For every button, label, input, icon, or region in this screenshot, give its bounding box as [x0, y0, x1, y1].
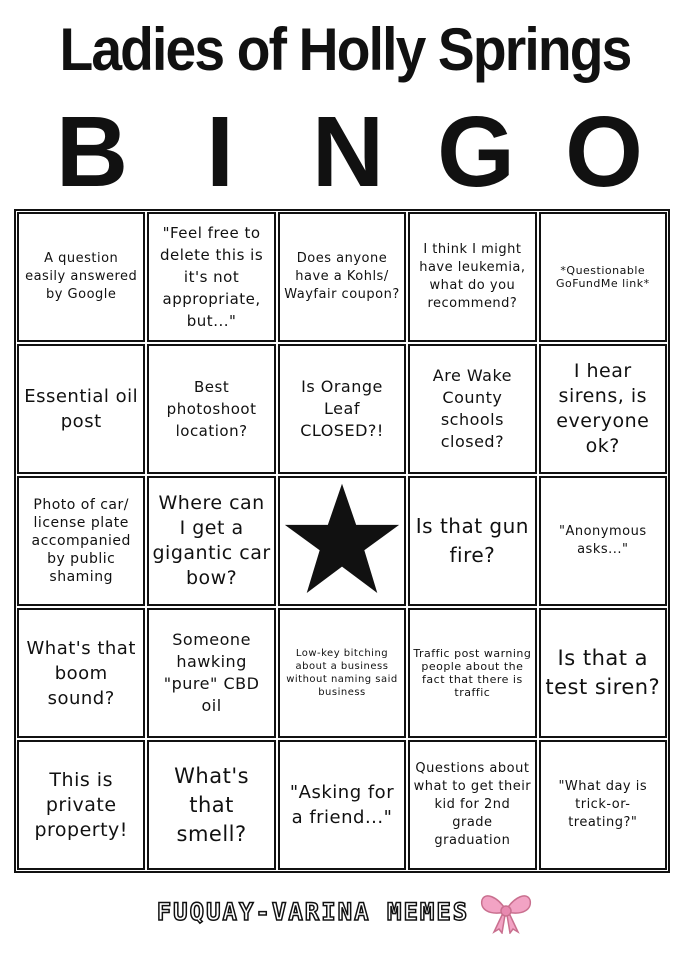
bingo-cell: Is that a test siren? — [539, 608, 667, 738]
bingo-cell: Traffic post warning people about the fact that there is traffic — [408, 608, 536, 738]
bingo-cell: *Questionable GoFundMe link* — [539, 212, 667, 342]
bingo-cell: What's that boom sound? — [17, 608, 145, 738]
bingo-letter-o: O — [565, 96, 643, 208]
footer — [0, 882, 690, 942]
bingo-cell: "Feel free to delete this is it's not appropriate, but..." — [147, 212, 275, 342]
bingo-header — [28, 98, 668, 206]
bingo-cell: Best photoshoot location? — [147, 344, 275, 474]
bingo-cell: "Asking for a friend..." — [278, 740, 406, 870]
bingo-letter-i: I — [206, 96, 234, 208]
pink-bow-icon — [479, 890, 533, 934]
footer-text: FUQUAY-VARINA MEMES — [156, 898, 470, 926]
bingo-letter-b: B — [55, 96, 129, 208]
bingo-cell: Is that gun fire? — [408, 476, 536, 606]
bingo-cell: Essential oil post — [17, 344, 145, 474]
bingo-cell: "What day is trick-or-treating?" — [539, 740, 667, 870]
free-space — [278, 476, 406, 606]
bingo-cell: Does anyone have a Kohls/ Wayfair coupon? — [278, 212, 406, 342]
bingo-cell: "Anonymous asks..." — [539, 476, 667, 606]
bingo-cell: Are Wake County schools closed? — [408, 344, 536, 474]
bingo-cell: Someone hawking "pure" CBD oil — [147, 608, 275, 738]
bingo-cell: What's that smell? — [147, 740, 275, 870]
bingo-cell: A question easily answered by Google — [17, 212, 145, 342]
bingo-cell: I hear sirens, is everyone ok? — [539, 344, 667, 474]
bingo-cell: This is private property! — [17, 740, 145, 870]
bingo-grid — [14, 209, 670, 873]
bingo-cell: Photo of car/ license plate accompanied by public shaming — [17, 476, 145, 606]
star-icon — [282, 479, 402, 603]
page-title: Ladies of Holly Springs — [59, 16, 631, 83]
bingo-cell: Low-key bitching about a business without naming said business — [278, 608, 406, 738]
bingo-letter-g: G — [437, 96, 515, 208]
bingo-cell: I think I might have leukemia, what do you recommend? — [408, 212, 536, 342]
bingo-cell: Is Orange Leaf CLOSED?! — [278, 344, 406, 474]
bingo-cell: Where can I get a gigantic car bow? — [147, 476, 275, 606]
bingo-letter-n: N — [311, 96, 385, 208]
bingo-cell: Questions about what to get their kid for 2nd grade graduation — [408, 740, 536, 870]
